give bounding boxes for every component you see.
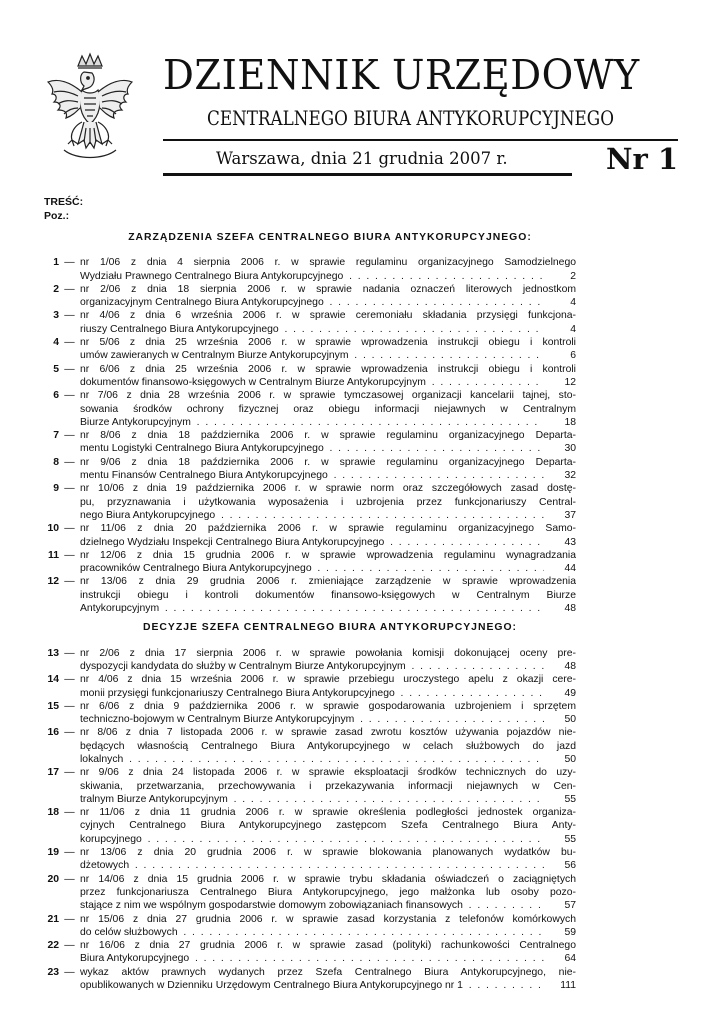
entry-dash: —: [64, 283, 75, 295]
entry-number: 22: [47, 940, 59, 952]
entry-page: 55: [564, 833, 576, 845]
entry-dash: —: [64, 310, 75, 322]
entry-text-line: nr 13/06 z dnia 29 grudnia 2006 r. zmieniające zarządzenie w sprawie wprowadzenia: [80, 576, 576, 588]
entry-text-line: przez funkcjonariusza Centralnego Biura Antykorupcyjnego, jego małżonka lub osoby pozo-: [80, 886, 576, 898]
entry-text-line: nr 11/06 z dnia 20 października 2006 r. w sprawie regulaminu organizacyjnego Samo-: [80, 523, 576, 535]
entry-text-line: [80, 899, 576, 912]
entry-text: mentu Finansów Centralnego Biura Antykorupcyjnego: [80, 470, 328, 482]
entry-text-line: instrukcji obiegu i kontroli dokumentów finansowo-księgowych w Centralnym Biurze: [80, 589, 576, 601]
entry-page: 30: [564, 443, 576, 455]
entry-text-line: [80, 793, 576, 806]
entry-page: 6: [570, 350, 576, 362]
entry-text-line: [80, 753, 576, 766]
entry-number: 2: [53, 283, 59, 295]
entry-dash: —: [64, 700, 75, 712]
entry-number: 20: [47, 873, 59, 885]
journal-subtitle: CENTRALNEGO BIURA ANTYKORUPCYJNEGO: [207, 107, 614, 130]
entry-dash: —: [64, 257, 75, 269]
entry-dash: —: [64, 807, 75, 819]
entry-body: [80, 389, 576, 429]
entry-text-line: nr 8/06 z dnia 7 listopada 2006 r. w sprawie zasad zwrotu kosztów używania pojazdów nie-: [80, 727, 576, 739]
entry-number: 11: [48, 549, 59, 561]
entry-text: dyspozycji kandydata do służby w Centralnym Biurze Antykorupcyjnym: [80, 660, 406, 672]
entry-body: [80, 283, 576, 310]
entry-dash: —: [64, 767, 75, 779]
entry-text-line: [80, 713, 576, 726]
entry-text-line: nr 10/06 z dnia 19 października 2006 r. w sprawie norm oraz szczegółowych zasad dostę-: [80, 483, 576, 495]
dot-leader: [279, 323, 544, 336]
dot-leader: [142, 833, 544, 846]
entry-dash: —: [64, 873, 75, 885]
entry-text-line: [80, 509, 576, 522]
entry-page: 50: [564, 753, 576, 765]
entry-page: 56: [564, 860, 576, 872]
entry-number: 21: [47, 913, 59, 925]
entry-page: 12: [564, 376, 576, 388]
entry-page: 48: [564, 660, 576, 672]
toc-entry: [44, 846, 576, 873]
entry-page: 49: [564, 687, 576, 699]
entry-text-line: nr 6/06 z dnia 25 września 2006 r. w sprawie wprowadzenia instrukcji obiegu i kontroli: [80, 363, 576, 375]
entry-dash: —: [64, 337, 75, 349]
entry-dash: —: [64, 430, 75, 442]
entry-number: 4: [53, 337, 59, 349]
entry-text-line: [80, 562, 576, 575]
entry-dash: —: [64, 727, 75, 739]
entry-text: organizacyjnym Centralnego Biura Antykorupcyjnego: [80, 297, 324, 309]
entry-number: 17: [47, 767, 59, 779]
entry-body: [80, 673, 576, 700]
toc-entry: [44, 673, 576, 700]
entry-page: 18: [564, 416, 576, 428]
entry-page: 37: [564, 509, 576, 521]
entry-text-line: będących własnością Centralnego Biura Antykorupcyjnego w celach służbowych do jazd: [80, 740, 576, 752]
toc-entry: [44, 966, 576, 993]
entry-text-line: [80, 602, 576, 615]
entry-dash: —: [64, 940, 75, 952]
toc-entry: [44, 647, 576, 674]
entry-dash: —: [64, 647, 75, 659]
entry-body: [80, 309, 576, 336]
toc-header: [44, 196, 83, 223]
entry-page: 111: [560, 980, 576, 992]
toc-entry: [44, 806, 576, 846]
entry-text: monii przysięgi funkcjonariuszy Centralnego Biura Antykorupcyjnego: [80, 687, 395, 699]
entry-number: 9: [53, 483, 59, 495]
entry-text: lokalnych: [80, 753, 124, 765]
entry-text-line: nr 6/06 z dnia 9 października 2006 r. w sprawie gospodarowania uzbrojeniem i sprzętem: [80, 700, 576, 712]
entry-text-line: nr 5/06 z dnia 25 września 2006 r. w sprawie wprowadzenia instrukcji obiegu i kontroli: [80, 337, 576, 349]
toc-entry: [44, 429, 576, 456]
entry-text: pracowników Centralnego Biura Antykorupcyjnego: [80, 563, 312, 575]
entry-text: dzielnego Wydziału Inspekcji Centralnego Biura Antykorupcyjnego: [80, 536, 385, 548]
position-label: Poz.:: [44, 209, 70, 222]
entry-text-line: [80, 536, 576, 549]
entry-body: [80, 966, 576, 993]
entry-body: [80, 363, 576, 390]
toc-label: TREŚĆ:: [44, 196, 84, 208]
dot-leader: [191, 416, 544, 429]
entry-text-line: nr 7/06 z dnia 28 września 2006 r. w sprawie tymczasowej organizacji kancelarii tajnej, sto-: [80, 390, 576, 402]
entry-text-line: nr 13/06 z dnia 20 grudnia 2006 r. w sprawie blokowania planowanych wydatków bu-: [80, 847, 576, 859]
entry-body: [80, 846, 576, 873]
entry-body: [80, 766, 576, 806]
rule-divider: [163, 139, 678, 141]
entry-dash: —: [64, 483, 75, 495]
entry-text-line: nr 1/06 z dnia 4 sierpnia 2006 r. w sprawie regulaminu organizacyjnego Samodzielnego: [80, 257, 576, 269]
journal-title: DZIENNIK URZĘDOWY: [163, 51, 640, 99]
toc-entry: [44, 939, 576, 966]
dot-leader: [354, 713, 544, 726]
toc-entry: [44, 363, 576, 390]
table-of-contents: [44, 231, 576, 992]
entry-text-line: [80, 323, 576, 336]
entry-text-line: sowania środków ochrony fizycznej oraz obiegu informacji niejawnych w Centralnym: [80, 403, 576, 415]
dot-leader: [328, 469, 544, 482]
dot-leader: [312, 562, 544, 575]
entry-text: korupcyjnego: [80, 833, 142, 845]
entry-dash: —: [64, 456, 75, 468]
section-title: DECYZJE SZEFA CENTRALNEGO BIURA ANTYKORUPCYJNEGO:: [142, 622, 518, 634]
entry-number: 18: [47, 807, 59, 819]
entry-text-line: [80, 859, 576, 872]
entry-page: 2: [570, 270, 576, 282]
dot-leader: [426, 376, 544, 389]
section-title: ZARZĄDZENIA SZEFA CENTRALNEGO BIURA ANTYKORUPCYJNEGO:: [128, 232, 532, 243]
entry-text-line: [80, 270, 576, 283]
entry-dash: —: [64, 549, 75, 561]
dot-leader: [324, 442, 544, 455]
entry-text-line: nr 9/06 z dnia 18 października 2006 r. w sprawie regulaminu organizacyjnego Departa-: [80, 456, 576, 468]
entry-body: [80, 913, 576, 940]
entry-text: do celów służbowych: [80, 926, 178, 938]
toc-entry: [44, 389, 576, 429]
entry-body: [80, 336, 576, 363]
entry-number: 12: [47, 576, 59, 588]
toc-entry: [44, 283, 576, 310]
toc-entry: [44, 873, 576, 913]
entry-page: 57: [564, 900, 576, 912]
entry-text-line: nr 4/06 z dnia 15 września 2006 r. w sprawie przebiegu uroczystego apelu z okazji cere-: [80, 674, 576, 686]
entry-number: 1: [53, 257, 59, 269]
dot-leader: [384, 536, 544, 549]
entry-page: 55: [564, 793, 576, 805]
entry-dash: —: [64, 913, 75, 925]
entry-body: [80, 256, 576, 283]
dateline: Warszawa, dnia 21 grudnia 2007 r.: [216, 149, 508, 168]
toc-entry: [44, 766, 576, 806]
entry-page: 44: [564, 563, 576, 575]
entry-dash: —: [64, 576, 75, 588]
dot-leader: [343, 270, 544, 283]
entry-text-line: [80, 952, 576, 965]
dot-leader: [228, 793, 544, 806]
entry-text: stające z nim we wspólnym gospodarstwie domowym zobowiązaniach finansowych: [80, 900, 463, 912]
entry-text-line: [80, 833, 576, 846]
entry-body: [80, 726, 576, 766]
entry-text-line: [80, 376, 576, 389]
entry-text-line: [80, 687, 576, 700]
entry-number: 6: [53, 390, 59, 402]
entry-body: [80, 647, 576, 674]
entry-text-line: wykaz aktów prawnych wydanych przez Szefa Centralnego Biura Antykorupcyjnego, nie-: [80, 966, 576, 978]
entry-page: 48: [564, 603, 576, 615]
entry-text-line: nr 12/06 z dnia 15 grudnia 2006 r. w sprawie wprowadzenia regulaminu wynagradzania: [80, 549, 576, 561]
dot-leader: [395, 687, 544, 700]
toc-entry: [44, 482, 576, 522]
dot-leader: [123, 753, 544, 766]
dot-leader: [463, 899, 544, 912]
entry-number: 8: [53, 456, 59, 468]
entry-page: 43: [564, 536, 576, 548]
entry-text-line: nr 8/06 z dnia 18 października 2006 r. w sprawie regulaminu organizacyjnego Departa-: [80, 430, 576, 442]
entry-text: dokumentów finansowo-księgowych w Centralnym Biurze Antykorupcyjnym: [80, 376, 426, 388]
entry-number: 14: [47, 674, 59, 686]
dot-leader: [178, 926, 544, 939]
dot-leader: [189, 952, 544, 965]
entry-text-line: nr 14/06 z dnia 15 grudnia 2006 r. w sprawie trybu składania oświadczeń o zaciągniętych: [80, 873, 576, 885]
masthead: [0, 0, 724, 190]
entry-text-line: nr 2/06 z dnia 17 sierpnia 2006 r. w sprawie powołania komisji dokonującej oceny pre-: [80, 647, 576, 659]
entry-text-line: nr 15/06 z dnia 27 grudnia 2006 r. w sprawie zasad korzystania z telefonów komórkowych: [80, 913, 576, 925]
entry-text-line: nr 4/06 z dnia 6 września 2006 r. w sprawie ceremoniału składania przysięgi funkcjona-: [80, 310, 576, 322]
entry-text-line: [80, 296, 576, 309]
entry-text-line: skiwania, przetwarzania, przechowywania i przekazywania informacji niejawnych w Cen-: [80, 780, 576, 792]
eagle-emblem-icon: [44, 52, 136, 164]
entry-page: 64: [564, 953, 576, 965]
entry-number: 13: [47, 647, 59, 659]
dot-leader: [349, 349, 544, 362]
entry-text-line: [80, 469, 576, 482]
entry-text-line: [80, 442, 576, 455]
toc-entry: [44, 913, 576, 940]
entry-text: umów zawieranych w Centralnym Biurze Antykorupcyjnym: [80, 350, 349, 362]
entry-text: Biura Antykorupcyjnego: [80, 953, 190, 965]
entry-text-line: nr 11/06 z dnia 11 grudnia 2006 r. w sprawie określenia podległości jednostek organiza-: [80, 807, 576, 819]
toc-entry: [44, 700, 576, 727]
entry-body: [80, 482, 576, 522]
entry-dash: —: [64, 674, 75, 686]
entry-page: 4: [570, 297, 576, 309]
dot-leader: [159, 602, 544, 615]
entry-text-line: [80, 926, 576, 939]
entry-text-line: nr 2/06 z dnia 18 sierpnia 2006 r. w sprawie nadania oznaczeń literowych jednostkom: [80, 283, 576, 295]
dot-leader: [406, 660, 544, 673]
entry-text: Antykorupcyjnym: [80, 603, 160, 615]
toc-entry: [44, 256, 576, 283]
dot-leader: [129, 859, 544, 872]
entry-dash: —: [64, 363, 75, 375]
entry-page: 32: [564, 470, 576, 482]
toc-entry: [44, 575, 576, 615]
toc-entry: [44, 522, 576, 549]
dot-leader: [463, 979, 544, 992]
entry-number: 15: [47, 700, 59, 712]
entry-body: [80, 806, 576, 846]
entry-text: dżetowych: [80, 860, 130, 872]
toc-entry: [44, 456, 576, 483]
entry-number: 5: [53, 363, 59, 375]
entry-page: 4: [570, 323, 576, 335]
entry-body: [80, 575, 576, 615]
entry-page: 50: [564, 714, 576, 726]
entry-dash: —: [64, 847, 75, 859]
entry-dash: —: [64, 966, 75, 978]
entry-body: [80, 700, 576, 727]
toc-entry: [44, 549, 576, 576]
entry-body: [80, 456, 576, 483]
issue-number: Nr 1: [606, 142, 679, 176]
entry-text-line: pu, przyznawania i użytkowania wyposażenia i uzbrojenia przez funkcjonariuszy Central-: [80, 496, 576, 508]
entry-text: nego Biura Antykorupcyjnego: [80, 509, 216, 521]
entry-text: Biurze Antykorupcyjnym: [80, 416, 191, 428]
entry-number: 7: [53, 430, 59, 442]
rule-divider: [163, 173, 572, 176]
entry-body: [80, 939, 576, 966]
entry-text: techniczno-bojowym w Centralnym Biurze Antykorupcyjnym: [80, 714, 355, 726]
toc-entry: [44, 336, 576, 363]
entry-text-line: [80, 349, 576, 362]
dot-leader: [215, 509, 544, 522]
entry-body: [80, 429, 576, 456]
entry-dash: —: [64, 523, 75, 535]
entry-number: 23: [47, 966, 59, 978]
entry-dash: —: [64, 390, 75, 402]
entry-body: [80, 873, 576, 913]
entry-text: Wydziału Prawnego Centralnego Biura Antykorupcyjnego: [80, 270, 344, 282]
entry-body: [80, 522, 576, 549]
entry-text-line: nr 16/06 z dnia 27 grudnia 2006 r. w sprawie zasad (polityki) rachunkowości Centralnego: [80, 940, 576, 952]
toc-entry: [44, 309, 576, 336]
entry-number: 16: [47, 727, 59, 739]
entry-text: tralnym Biurze Antykorupcyjnym: [80, 793, 228, 805]
entry-number: 10: [47, 523, 59, 535]
entry-text-line: [80, 416, 576, 429]
entry-text: mentu Logistyki Centralnego Biura Antykorupcyjnego: [80, 443, 324, 455]
entry-text: opublikowanych w Dzienniku Urzędowym Centralnego Biura Antykorupcyjnego nr 1: [80, 980, 463, 992]
entry-page: 59: [564, 926, 576, 938]
entry-number: 3: [53, 310, 59, 322]
entry-text-line: nr 9/06 z dnia 24 listopada 2006 r. w sprawie eksploatacji środków technicznych do uzy-: [80, 767, 576, 779]
toc-entry: [44, 726, 576, 766]
entry-text-line: [80, 979, 576, 992]
entry-number: 19: [47, 847, 59, 859]
dot-leader: [324, 296, 544, 309]
entry-text: riuszy Centralnego Biura Antykorupcyjnego: [80, 323, 279, 335]
entry-body: [80, 549, 576, 576]
entry-text-line: cyjnych Centralnego Biura Antykorupcyjnego zastępcom Szefa Centralnego Biura Anty-: [80, 820, 576, 832]
entry-text-line: [80, 660, 576, 673]
